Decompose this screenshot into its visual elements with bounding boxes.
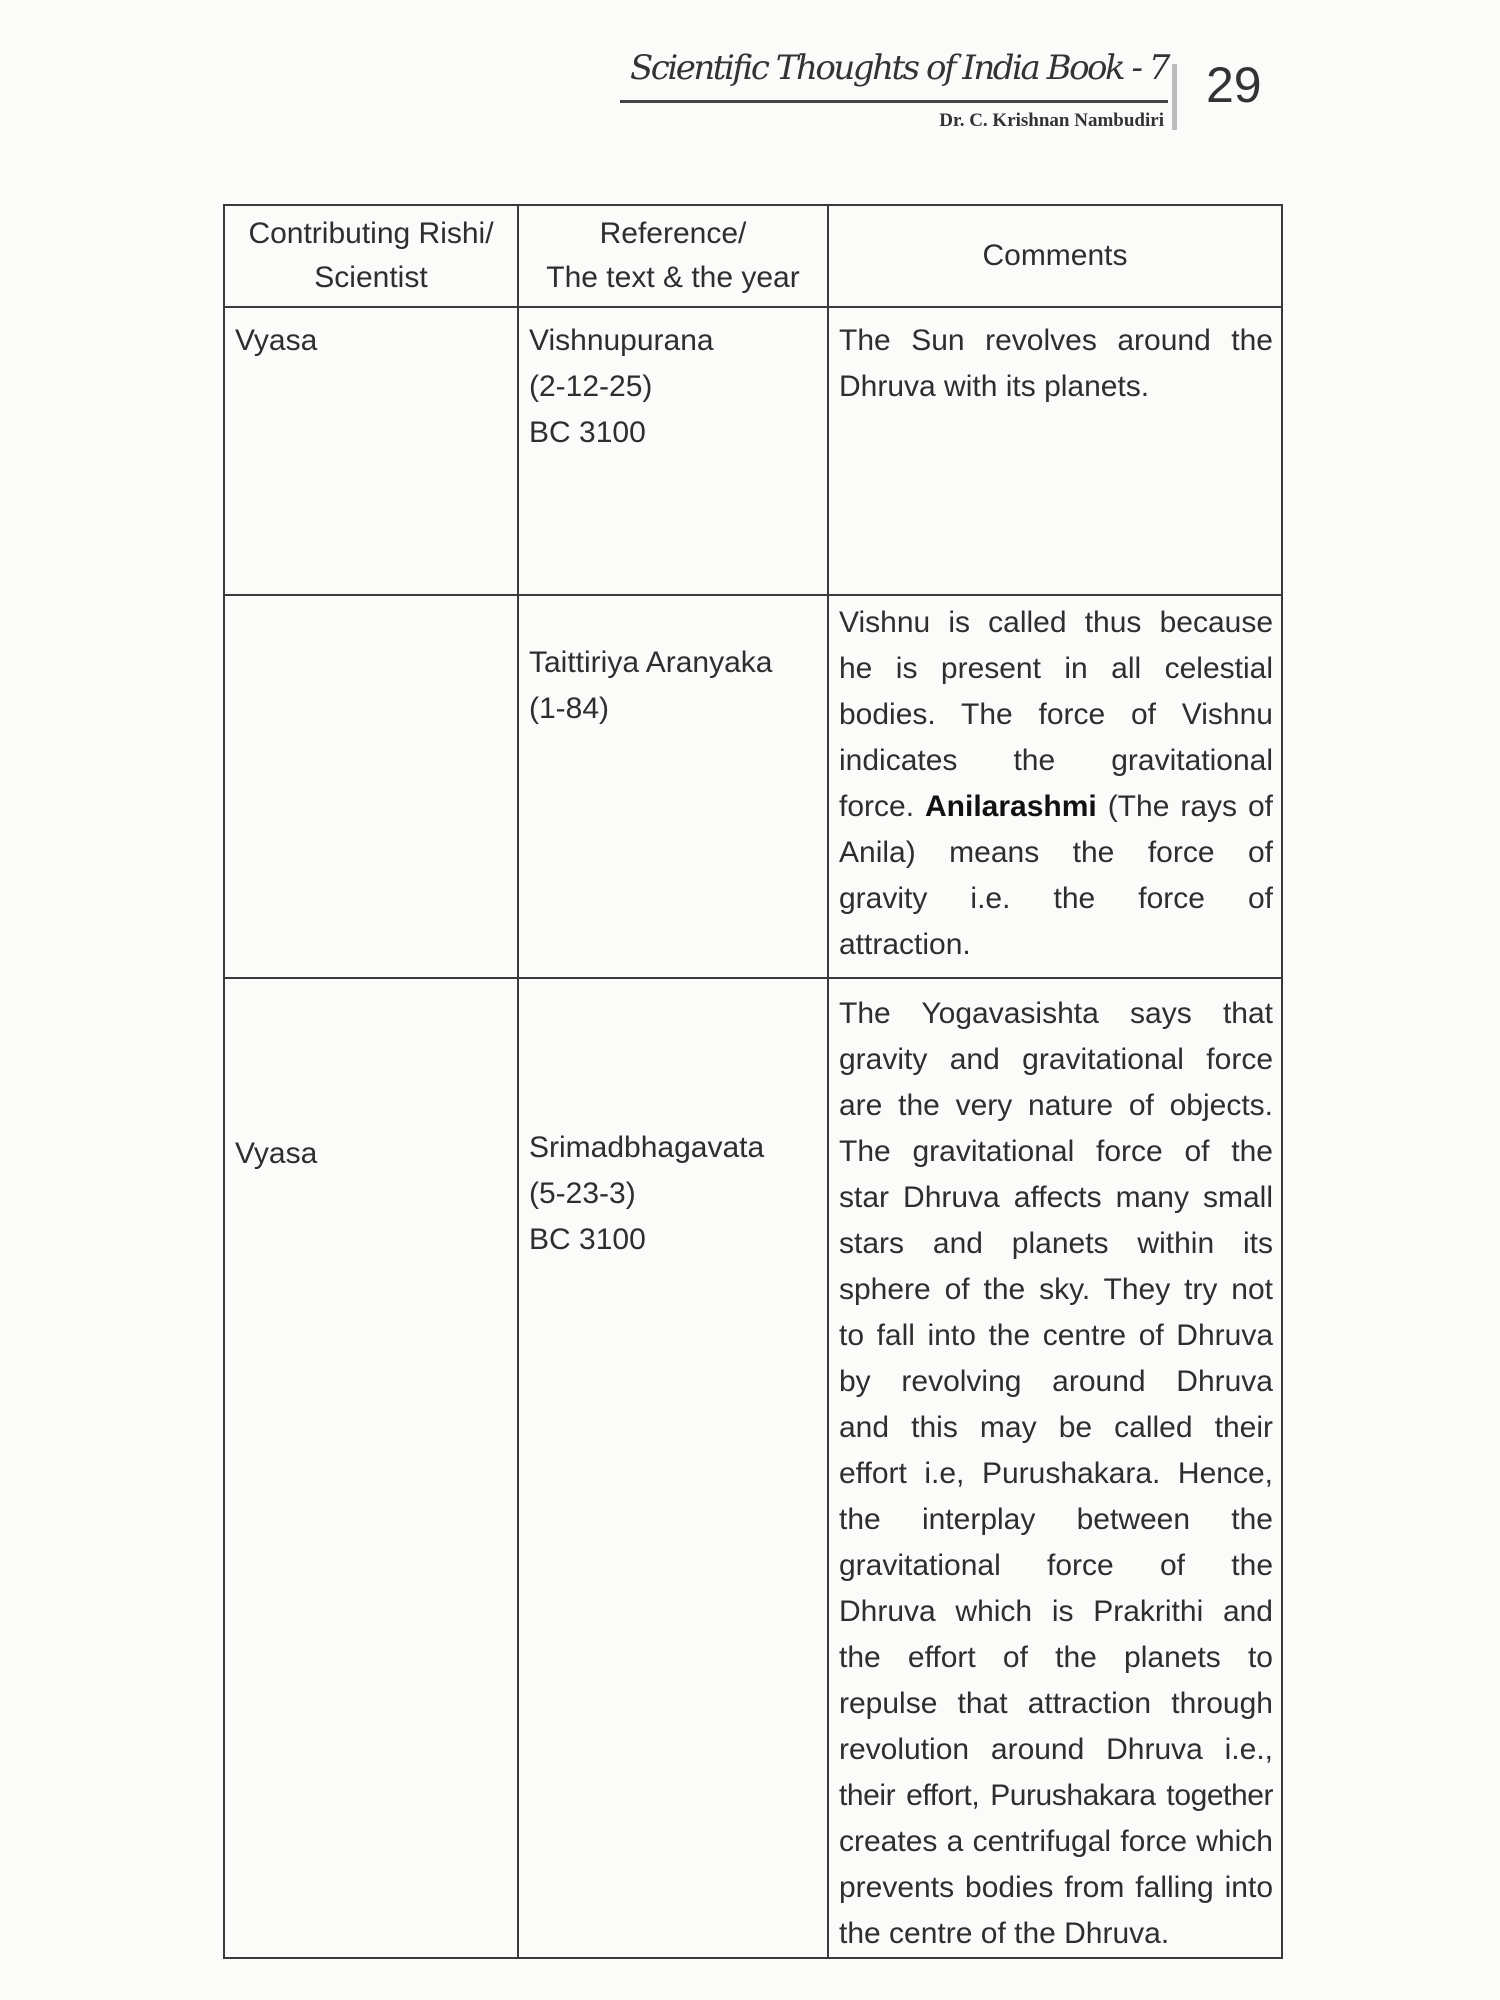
book-title: Scientific Thoughts of India Book - 7 [629, 48, 1168, 88]
page-number: 29 [1206, 57, 1262, 113]
comments-cell [828, 595, 1282, 978]
reference-cell [518, 307, 828, 595]
comment-line: are the very nature of objects. [839, 1089, 1273, 1122]
comment-line: the interplay between the [839, 1503, 1273, 1536]
reference-line: BC 3100 [529, 1223, 646, 1256]
comment-line: stars and planets within its [839, 1227, 1273, 1260]
rishi-cell: Vyasa [224, 307, 518, 595]
comment-line: by revolving around Dhruva [839, 1365, 1273, 1398]
comment-line: and this may be called their [839, 1411, 1273, 1444]
comment-line: The Sun revolves around the [839, 324, 1273, 357]
comment-line: their effort, Purushakara together [839, 1779, 1273, 1812]
comment-line: Dhruva which is Prakrithi and [839, 1595, 1273, 1628]
rishi-cell: Vyasa [224, 978, 518, 1958]
comment-line: force. Anilarashmi (The rays of [839, 790, 1273, 823]
comment-line: revolution around Dhruva i.e., [839, 1733, 1273, 1766]
comments-cell [828, 307, 1282, 595]
table-row [224, 978, 1282, 1958]
comment-line: to fall into the centre of Dhruva [839, 1319, 1273, 1352]
header-reference [518, 205, 828, 307]
comment-line: he is present in all celestial [839, 652, 1273, 685]
header-divider [1172, 64, 1177, 130]
reference-cell [518, 595, 828, 978]
comment-line: repulse that attraction through [839, 1687, 1273, 1720]
reference-line: Taittiriya Aranyaka [529, 646, 773, 679]
comment-line: gravity i.e. the force of [839, 882, 1273, 915]
reference-cell [518, 978, 828, 1958]
comment-line: attraction. [839, 928, 971, 961]
comment-line: gravitational force of the [839, 1549, 1273, 1582]
reference-line: (2-12-25) [529, 370, 653, 403]
comment-line: Vishnu is called thus because [839, 606, 1273, 639]
comment-line: sphere of the sky. They try not [839, 1273, 1273, 1306]
comment-line: The gravitational force of the [839, 1135, 1273, 1168]
comment-line: prevents bodies from falling into [839, 1871, 1273, 1904]
comment-line: Anila) means the force of [839, 836, 1273, 869]
comment-line: Dhruva with its planets. [839, 370, 1150, 403]
header-comments: Comments [828, 205, 1282, 307]
table-row [224, 595, 1282, 978]
header-line: The text & the year [546, 261, 800, 294]
comment-line: The Yogavasishta says that [839, 997, 1273, 1030]
reference-line: (1-84) [529, 692, 610, 725]
comments-cell [828, 978, 1282, 1958]
reference-line: Vishnupurana [529, 324, 714, 357]
bold-term: Anilarashmi [925, 790, 1097, 823]
title-underline [620, 100, 1168, 103]
reference-line: BC 3100 [529, 416, 646, 449]
comment-line: the effort of the planets to [839, 1641, 1273, 1674]
comment-line: creates a centrifugal force which [839, 1825, 1273, 1858]
table-header-row [224, 205, 1282, 307]
comment-line: bodies. The force of Vishnu [839, 698, 1273, 731]
comment-line: gravity and gravitational force [839, 1043, 1273, 1076]
reference-line: Srimadbhagavata [529, 1131, 765, 1164]
reference-line: (5-23-3) [529, 1177, 636, 1210]
header-line: Reference/ [599, 217, 747, 250]
rishi-reference-table [223, 204, 1283, 1959]
comment-line: indicates the gravitational [839, 744, 1273, 777]
author-name: Dr. C. Krishnan Nambudiri [939, 110, 1164, 131]
comment-line: star Dhruva affects many small [839, 1181, 1273, 1214]
header-line: Scientist [314, 261, 428, 294]
comment-line: the centre of the Dhruva. [839, 1917, 1170, 1950]
header-rishi [224, 205, 518, 307]
table-row [224, 307, 1282, 595]
header-line: Contributing Rishi/ [248, 217, 494, 250]
rishi-cell [224, 595, 518, 978]
comment-line: effort i.e, Purushakara. Hence, [839, 1457, 1273, 1490]
